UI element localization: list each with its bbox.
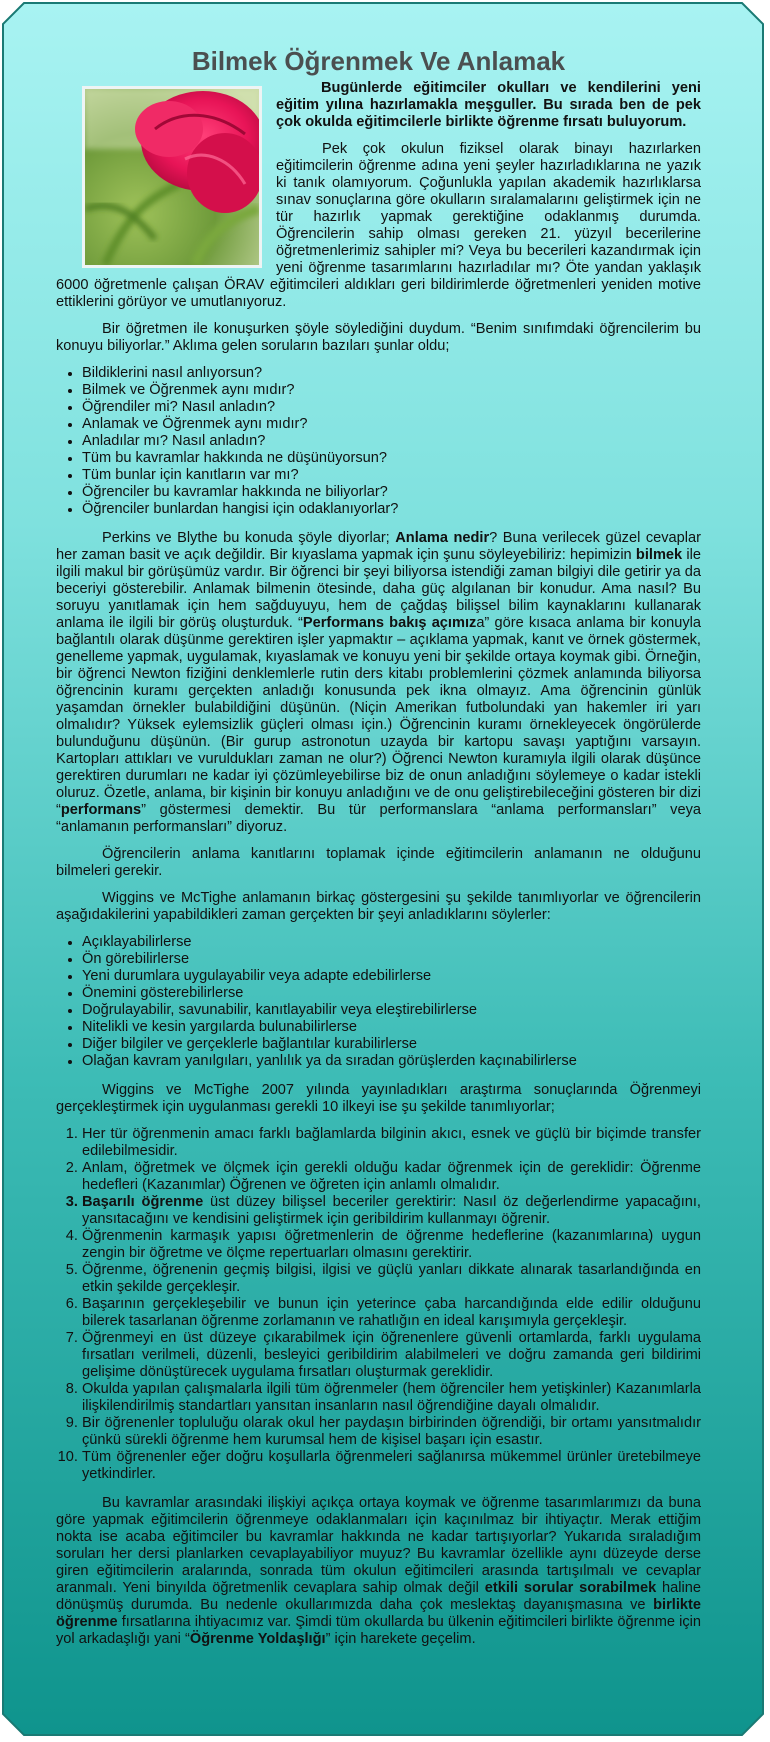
paragraph-1: Pek çok okulun fiziksel olarak binayı hazırlarken eğitimcilerin öğrenme adına yeni şeyler hazırladıklarına ne yazık ki tanık olamıyorum. Çoğunlukla yapılan akademik hazırlıklarsa sınav sonuçlarına göre okulların sıralamalarını geliştirmek için ne tür hazırlık yapmak gerektiğine odaklanmış durumda. Öğrencilerin sahip olması gereken 21. yüzyıl becerilerine öğretmenlerimiz sahipler mi? Veya bu becerileri kazandırmak için yeni öğrenme tasarımlarını hazırladılar mı? Öte yandan yaklaşık 6000 öğretmenle çalışan ÖRAV eğitimcileri aldıkları geri bildirimlerde öğretmenleri yeniden motive ettiklerini görüyor ve umutlanıyoruz. bbox=[56, 141, 701, 310]
paragraph-3: Perkins ve Blythe bu konuda şöyle diyorlar; Anlama nedir? Buna verilecek güzel cevaplar her zaman basit ve açık değildir. Bir kıyaslama yapmak için şunu söyleyebiliriz: hepimizin bilmek ile ilgili makul bir görüşümüz vardır. Bir öğrenci bir şeyi biliyorsa istendiği zaman bilgiyi dile getirir ya da beceriyi gösterebilir. Anlamak bilmenin ötesinde, daha güç algılanan bir konudur. Ama nasıl? Bu soruyu yanıtlamak için hem sağduyuyu, hem de çağdaş bilişsel bilim kaynaklarını kullanarak anlama ile ilgili bir görüş oluşturduk. “Performans bakış açımıza” göre kısaca anlama bir konuyla bağlantılı olarak düşünme gerektiren işler yapmaktır – açıklama yapmak, kanıt ve örnek göstermek, genelleme yapmak, uygulamak, kıyaslamak ve konuyu yeni bir şekilde ortaya koymak gibi. Örneğin, bir öğrenci Newton fiziğini denklemlerle rutin ders kitabı problemlerini çözmek anlamında biliyorsa öğrencinin kuramı gerçekten anladığı konusunda pek ikna olmayız. Ama öğrencinin günlük yaşamdan örnekler bulabildiğini düşünün. (Niçin Amerikan futbolundaki yan hakemler iri yarı olmalıdır? Yüksek eylemsizlik güçleri olması için.) Öğrencinin kuramı örnekleyecek öngörülerde bulunduğunu düşünün. (Bir gurup astronotun uzayda bir kartopu savaşı yaptığını varsayın. Kartopları attıkları ve vuruldukları zaman ne olur?) Öğrenci Newton kuramıyla ilgili olarak düşünce gerektiren durumları ne kadar iyi çözümleyebilirse biz de onun anladığını söylemeye o kadar istekli oluruz. Özetle, anlama, bir kişinin bir konuyu anladığını ve de onu geliştirebileceğini gösteren bir dizi “performans” göstermesi demektir. Bu tür performanslara “anlama performansları” veya “anlamanın performansları” diyoruz. bbox=[56, 530, 701, 835]
article-title: Bilmek Öğrenmek Ve Anlamak bbox=[191, 46, 566, 76]
list-item: 2. Anlam, öğretmek ve ölçmek için gerekli olduğu kadar öğrenmek için de gereklidir: Öğrenme hedefleri (Kazanımlar) Öğrenen ve öğreten için anlamlı olmalıdır. bbox=[82, 1160, 701, 1194]
list-item: • Bildiklerini nasıl anlıyorsun? bbox=[82, 365, 701, 382]
paragraph-7: Bu kavramlar arasındaki ilişkiyi açıkça ortaya koymak ve öğrenme tasarımlarımızı da buna göre yapmak eğitimcilerin öğrenmeye odaklanmaları için kaçınılmaz bir ihtiyaçtır. Merak ettiğim nokta ise acaba eğitimciler bu kavramlar hakkında ne kadar tartışıyorlar? Yukarıda sıraladığım soruları her dersi planlarken cevaplayabiliyor muyuz? Bu kavramlar özellikle aynı düzeyde derse giren eğitimcilerin aralarında, sonrada tüm okulun eğitimcileri arasında tartışılmalı ve cevaplar aranmalı. Yeni binyılda öğretmenlik cevaplara sahip olmak değil etkili sorular sorabilmek haline dönüşmüş durumda. Bu nedenle okullarımızda daha çok meslektaş dayanışmasına ve birlikte öğrenme fırsatlarına ihtiyacımız var. Şimdi tüm okullarda bu ülkenin eğitimcileri birlikte öğrenme için yol arkadaşlığı yani “Öğrenme Yoldaşlığı” için harekete geçelim. bbox=[56, 1495, 701, 1647]
list-item: 9. Bir öğrenenler topluluğu olarak okul her paydaşın birbirinden öğrendiği, bir ortamı yansıtmalıdır çünkü sürekli öğrenme hem kurumsal hem de kişisel başarı için esastır. bbox=[82, 1415, 701, 1449]
list-item: • Öğrenciler bu kavramlar hakkında ne biliyorlar? bbox=[82, 484, 701, 501]
list-item: • Öğrenciler bunlardan hangisi için odaklanıyorlar? bbox=[82, 501, 701, 518]
list-item: 1. Her tür öğrenmenin amacı farklı bağlamlarda bilginin akıcı, esnek ve güçlü bir biçimde transfer edilebilmesidir. bbox=[82, 1126, 701, 1160]
list-item: • Olağan kavram yanılgıları, yanlılık ya da sıradan görüşlerden kaçınabilirlerse bbox=[82, 1053, 701, 1070]
article-content bbox=[56, 34, 701, 1658]
intro-text: Bugünlerde eğitimciler okulları ve kendilerini yeni eğitim yılına hazırlamakla meşguller. Bu sırada ben de pek çok okulda eğitimcilerle birlikte öğrenme fırsatı buluyorum. bbox=[276, 80, 701, 130]
list-item: 7. Öğrenmeyi en üst düzeye çıkarabilmek için öğrenenlere güvenli ortamlarda, farklı uygulama fırsatları verilmeli, düzenli, besleyici geribildirim alabilmeleri ve doğru zamanda geri bildirimi gelişime dönüştürecek uygulama fırsatları oluşturmak gereklidir. bbox=[82, 1330, 701, 1381]
list-item: 6. Başarının gerçekleşebilir ve bunun için yeterince çaba harcandığında elde edilir olduğunu bilerek tasarlanan öğrenme zorlamanın ve rahatlığın en ideal karışımıyla gerçekleşir. bbox=[82, 1296, 701, 1330]
paragraph-4: Öğrencilerin anlama kanıtlarını toplamak içinde eğitimcilerin anlamanın ne olduğunu bilmeleri gerekir. bbox=[56, 846, 701, 879]
list-item: • Ön görebilirlerse bbox=[82, 951, 701, 968]
pink-flower-photo bbox=[82, 86, 262, 268]
list-item: 10. Tüm öğrenenler eğer doğru koşullarla öğrenmeleri sağlanırsa mükemmel ürünler üretebilmeye yetkindirler. bbox=[82, 1449, 701, 1483]
list-item: • Önemini gösterebilirlerse bbox=[82, 985, 701, 1002]
list-item: • Anlamak ve Öğrenmek aynı mıdır? bbox=[82, 416, 701, 433]
list-item: 4. Öğrenmenin karmaşık yapısı öğretmenlerin de öğrenme hedeflerine (kazanımlarına) uygun zengin bir öğretme ve ölçme repertuarları olmasını gerektirir. bbox=[82, 1228, 701, 1262]
list-item: • Yeni durumlara uygulayabilir veya adapte edebilirlerse bbox=[82, 968, 701, 985]
principle-list bbox=[56, 1126, 701, 1483]
paragraph-2: Bir öğretmen ile konuşurken şöyle söylediğini duydum. “Benim sınıfımdaki öğrencilerim bu konuyu biliyorlar.” Aklıma gelen soruların bazıları şunlar oldu; bbox=[56, 321, 701, 354]
question-list bbox=[56, 365, 701, 518]
list-item: • Tüm bu kavramlar hakkında ne düşünüyorsun? bbox=[82, 450, 701, 467]
list-item: • Bilmek ve Öğrenmek aynı mıdır? bbox=[82, 382, 701, 399]
list-item: • Doğrulayabilir, savunabilir, kanıtlayabilir veya eleştirebilirlerse bbox=[82, 1002, 701, 1019]
list-item: • Diğer bilgiler ve gerçeklerle bağlantılar kurabilirlerse bbox=[82, 1036, 701, 1053]
list-item: • Anladılar mı? Nasıl anladın? bbox=[82, 433, 701, 450]
list-item: • Nitelikli ve kesin yargılarda bulunabilirlerse bbox=[82, 1019, 701, 1036]
list-item: • Öğrendiler mi? Nasıl anladın? bbox=[82, 399, 701, 416]
paragraph-6: Wiggins ve McTighe 2007 yılında yayınladıkları araştırma sonuçlarında Öğrenmeyi gerçekleştirmek için uygulanması gerekli 10 ilkeyi ise şu şekilde tanımlıyorlar; bbox=[56, 1082, 701, 1115]
list-item: • Tüm bunlar için kanıtların var mı? bbox=[82, 467, 701, 484]
paragraph-5: Wiggins ve McTighe anlamanın birkaç göstergesini şu şekilde tanımlıyorlar ve öğrencilerin aşağıdakilerini yapabildikleri zaman gerçekten bir şeyi anladıklarını söylerler: bbox=[56, 890, 701, 923]
list-item: 3. Başarılı öğrenme üst düzey bilişsel beceriler gerektirir: Nasıl öz değerlendirme yapacağını, yansıtacağını ve kendisini geliştirmek için geribildirim kullanmayı öğrenir. bbox=[82, 1194, 701, 1228]
list-item: 5. Öğrenme, öğrenenin geçmiş bilgisi, ilgisi ve güçlü yanları dikkate alınarak tasarlandığında en etkin şekilde gerçekleşir. bbox=[82, 1262, 701, 1296]
list-item: 8. Okulda yapılan çalışmalarla ilgili tüm öğrenmeler (hem öğrenciler hem yetişkinler) Kazanımlarla ilişkilendirilmiş standartları yansıtan insanların nasıl öğrendiğine dayalı olmalıdır. bbox=[82, 1381, 701, 1415]
indicator-list bbox=[56, 934, 701, 1070]
list-item: • Açıklayabilirlerse bbox=[82, 934, 701, 951]
